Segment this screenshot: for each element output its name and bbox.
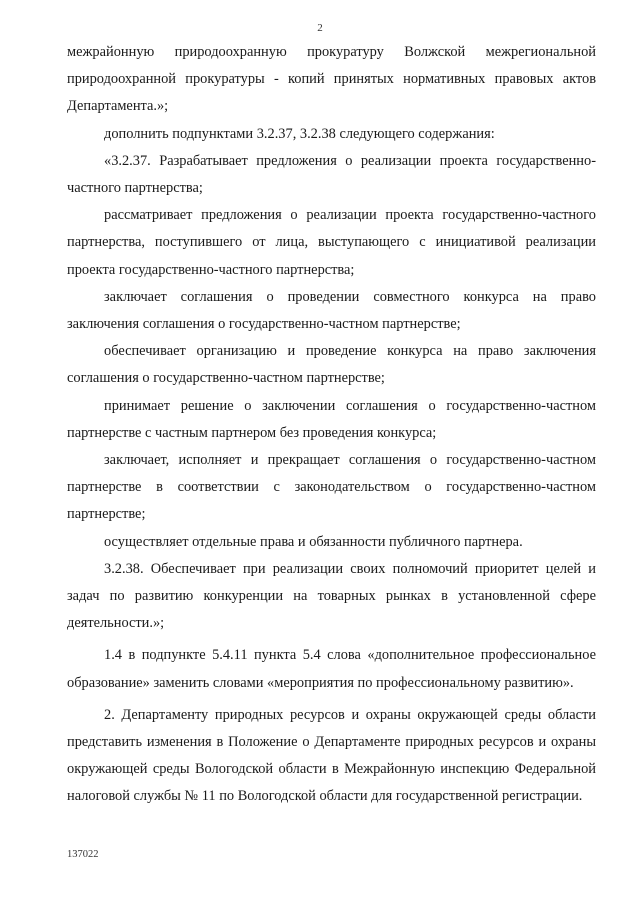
paragraph-11: 1.4 в подпункте 5.4.11 пункта 5.4 слова «дополнительное профессиональное образование» заменить словами «мероприятия по профессиональному развитию». [67, 647, 596, 691]
paragraph-12: 2. Департаменту природных ресурсов и охраны окружающей среды области представить изменения в Положение о Департаменте природных ресурсов и охраны окружающей среды Вологодской области в Межрайонную инспекцию Федеральной налоговой службы № 11 по Вологодской области для государственной регистрации. [67, 706, 596, 805]
paragraph-6: обеспечивает организацию и проведение конкурса на право заключения соглашения о государственно-частном партнерстве; [67, 343, 596, 387]
paragraph-1: межрайонную природоохранную прокуратуру Волжской межрегиональной природоохранной прокуратуры - копий принятых нормативных правовых актов Департамента.»; [67, 44, 596, 115]
paragraph-10: 3.2.38. Обеспечивает при реализации своих полномочий приоритет целей и задач по развитию конкуренции на товарных рынках в установленной сфере деятельности.»; [67, 560, 596, 632]
paragraph-2: дополнить подпунктами 3.2.37, 3.2.38 следующего содержания: [104, 125, 495, 142]
paragraph-9: осуществляет отдельные права и обязанности публичного партнера. [104, 533, 523, 550]
paragraph-4: рассматривает предложения о реализации проекта государственно-частного партнерства, поступившего от лица, выступающего с инициативой реализации проекта государственно-частного партнерства; [67, 207, 596, 278]
document-code: 137022 [67, 849, 99, 860]
paragraph-7: принимает решение о заключении соглашения о государственно-частном партнерстве с частным партнером без проведения конкурса; [67, 397, 596, 441]
paragraph-5: заключает соглашения о проведении совместного конкурса на право заключения соглашения о государственно-частном партнерстве; [67, 288, 596, 333]
paragraph-8: заключает, исполняет и прекращает соглашения о государственно-частном партнерстве в соответствии с законодательством о государственно-частном партнерстве; [67, 452, 596, 523]
paragraph-3: «3.2.37. Разрабатывает предложения о реализации проекта государственно-частного партнерства; [67, 152, 596, 197]
document-body [67, 39, 596, 811]
page-number: 2 [317, 22, 323, 34]
